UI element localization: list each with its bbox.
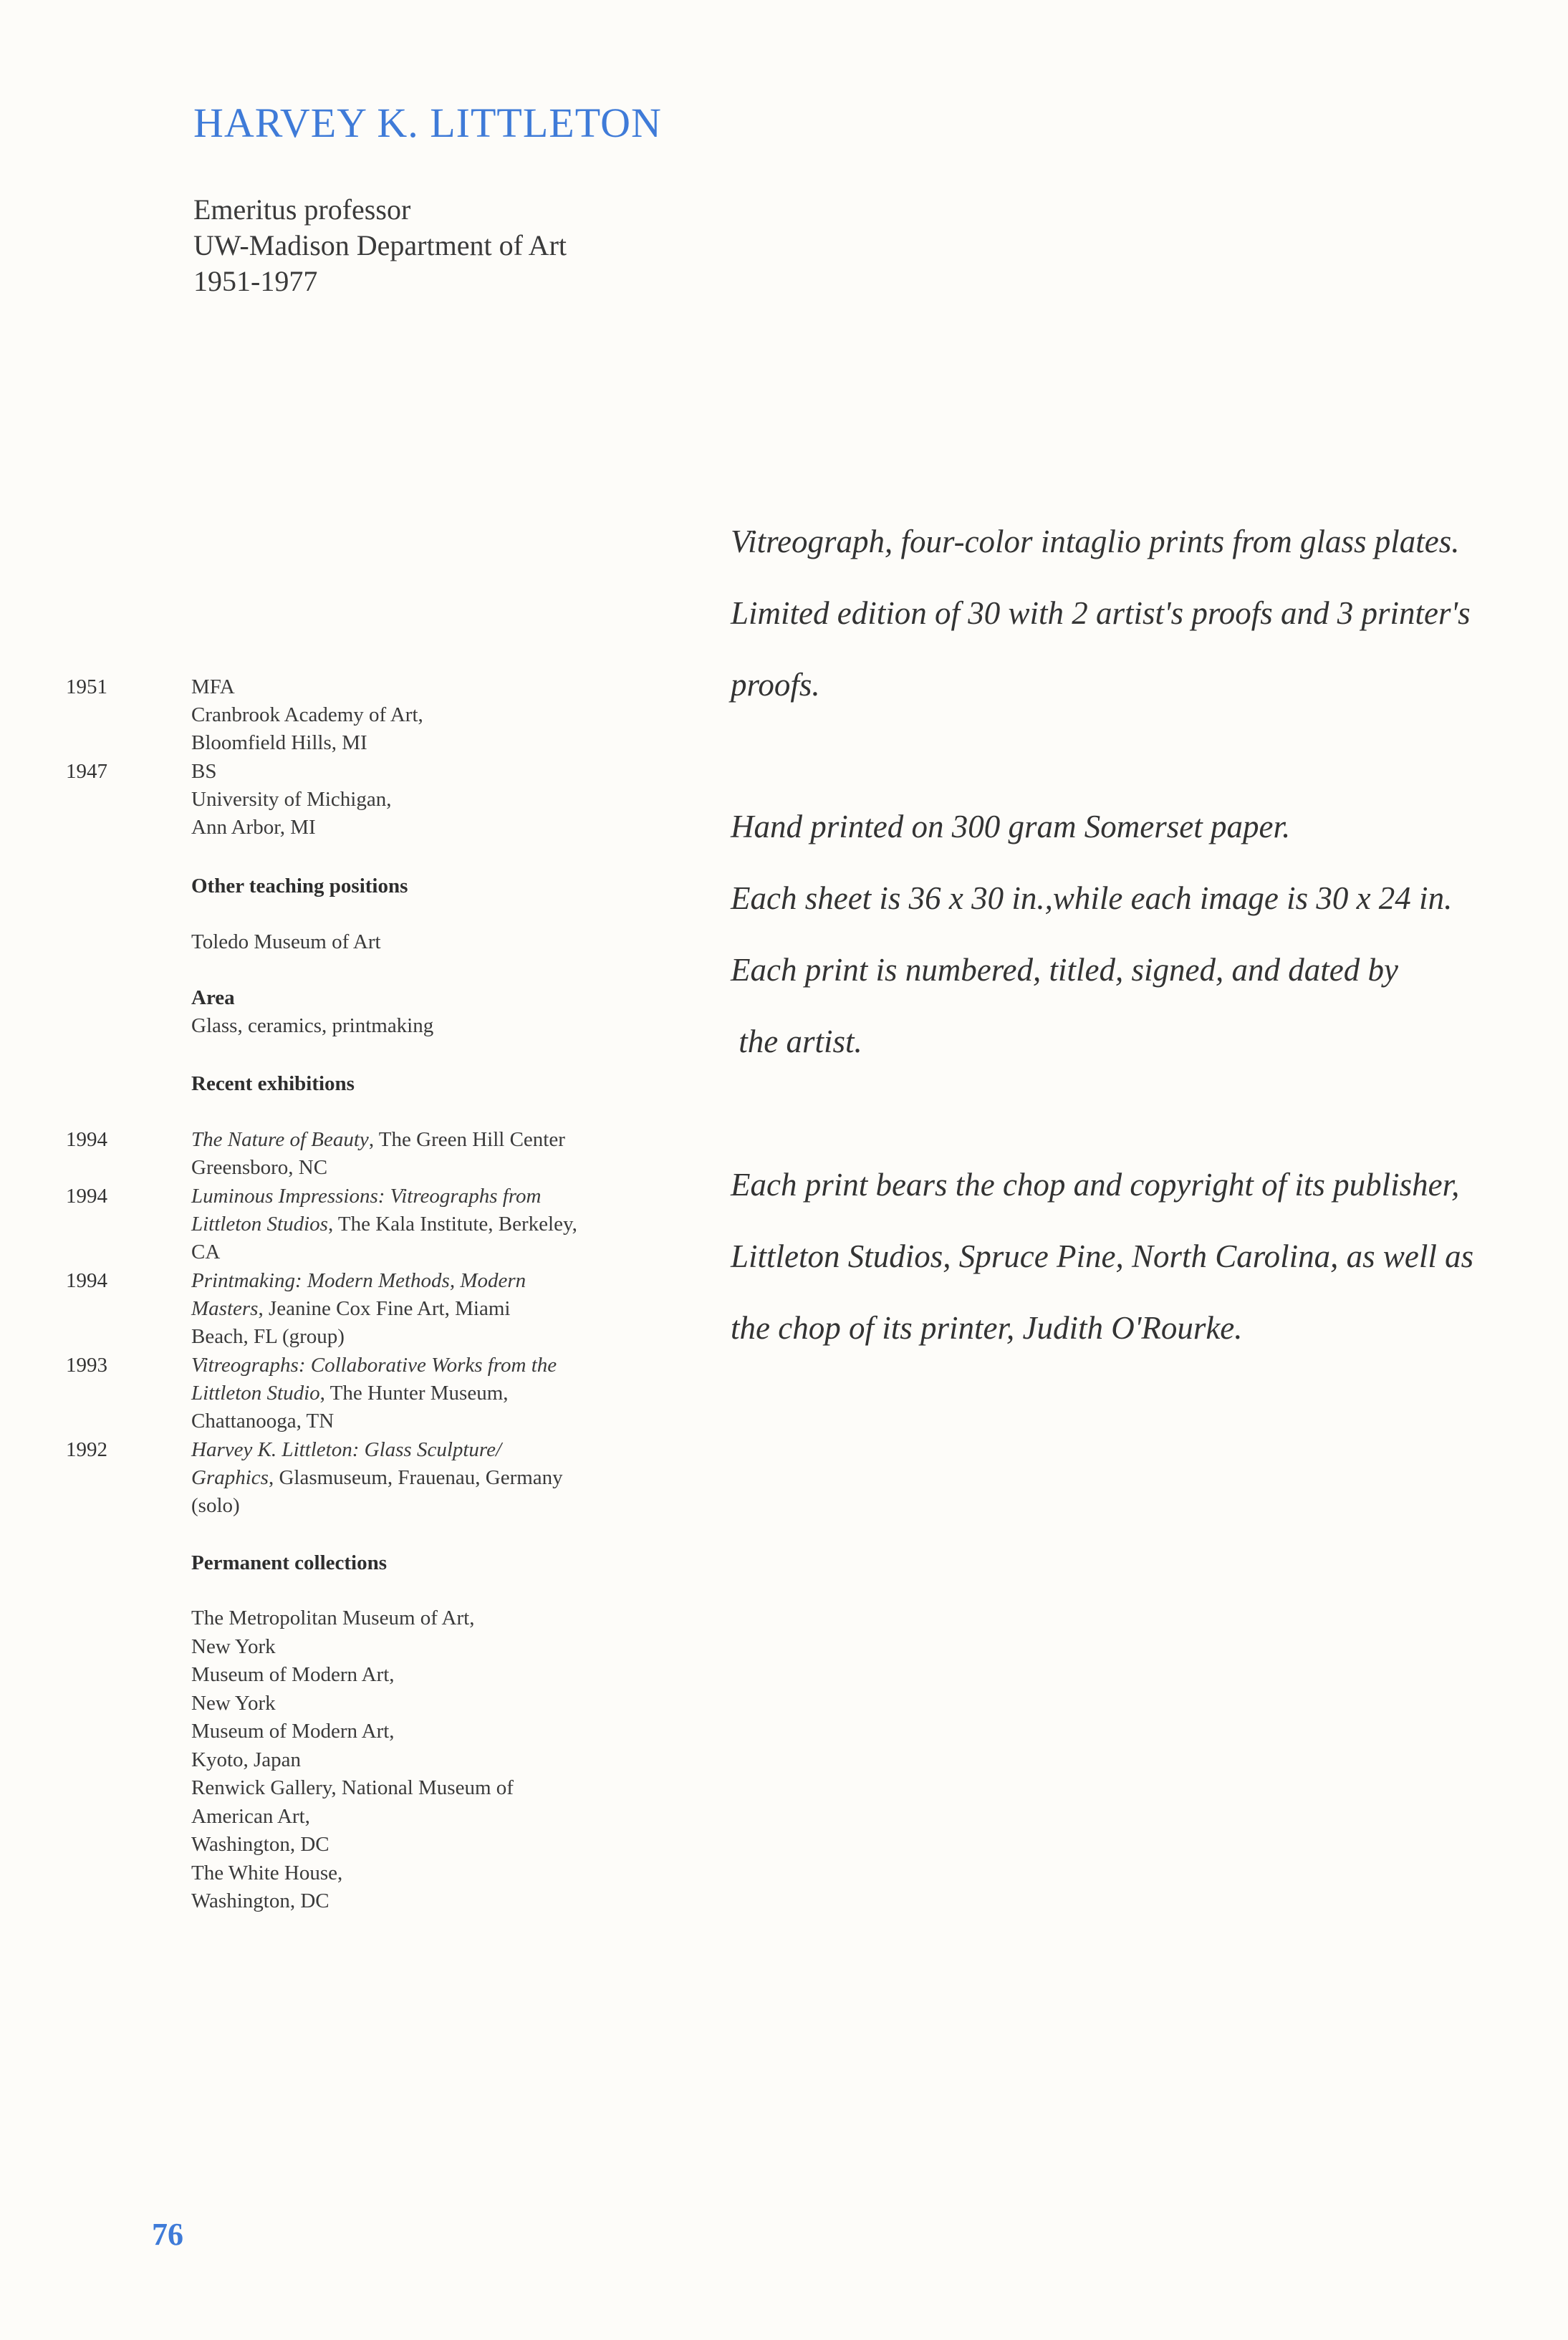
exhibition-year: 1994 xyxy=(66,1269,107,1292)
subtitle-line: Emeritus professor xyxy=(193,193,411,226)
education-year: 1947 xyxy=(66,760,107,783)
section-heading-collections: Permanent collections xyxy=(191,1551,388,1574)
description-line: proofs. xyxy=(731,667,820,703)
collection-line: New York xyxy=(191,1634,276,1658)
exhibition-title: The Nature of Beauty xyxy=(191,1128,369,1151)
education-year: 1951 xyxy=(66,675,107,698)
exhibition-entry xyxy=(191,1183,585,1266)
exhibition-venue: , Jeanine Cox Fine Art, Miami Beach, FL (group) xyxy=(191,1297,511,1348)
exhibition-venue: , The Green Hill Center Greensboro, NC xyxy=(191,1128,565,1179)
section-heading-area: Area xyxy=(191,986,235,1009)
collection-line: The White House, xyxy=(191,1861,343,1884)
collection-line: New York xyxy=(191,1691,276,1715)
description-line: Each print is numbered, titled, signed, and dated by xyxy=(731,952,1398,988)
page-title: HARVEY K. LITTLETON xyxy=(193,100,662,146)
degree: MFA xyxy=(191,675,235,698)
description-line: Littleton Studios, Spruce Pine, North Carolina, as well as xyxy=(731,1238,1474,1274)
exhibition-title: Vitreographs: Collaborative Works from the Littleton Studio xyxy=(191,1354,557,1405)
exhibition-year: 1993 xyxy=(66,1354,107,1377)
collection-line: The Metropolitan Museum of Art, xyxy=(191,1607,475,1629)
exhibition-venue: , The Kala Institute, Berkeley, CA xyxy=(191,1213,577,1263)
subtitle-line: UW-Madison Department of Art xyxy=(193,229,567,261)
section-heading-teaching: Other teaching positions xyxy=(191,875,408,897)
collection-line: Museum of Modern Art, xyxy=(191,1663,395,1686)
description-line: Limited edition of 30 with 2 artist's proofs and 3 printer's xyxy=(731,595,1471,631)
description-line: Each print bears the chop and copyright of its publisher, xyxy=(731,1167,1460,1203)
section-heading-exhibitions: Recent exhibitions xyxy=(191,1072,355,1095)
collection-line: Washington, DC xyxy=(191,1889,330,1912)
exhibition-venue: , The Hunter Museum, Chattanooga, TN xyxy=(191,1382,509,1433)
education-entry xyxy=(191,758,592,842)
education-entry xyxy=(191,673,592,757)
exhibition-year: 1994 xyxy=(66,1128,107,1151)
subtitle-line: 1951-1977 xyxy=(193,265,318,297)
exhibition-entry xyxy=(191,1352,600,1435)
exhibition-entry xyxy=(191,1267,571,1351)
area-value: Glass, ceramics, printmaking xyxy=(191,1014,434,1037)
exhibition-year: 1992 xyxy=(66,1438,107,1461)
institution: University of Michigan, xyxy=(191,788,392,811)
degree: BS xyxy=(191,760,217,783)
description-line: the chop of its printer, Judith O'Rourke. xyxy=(731,1310,1243,1346)
exhibition-title: Luminous Impressions: Vitreographs from Littleton Studios xyxy=(191,1185,542,1236)
collection-line: Renwick Gallery, National Museum of xyxy=(191,1776,514,1799)
exhibition-venue: , Glasmuseum, Frauenau, Germany (solo) xyxy=(191,1466,563,1517)
description-line: the artist. xyxy=(731,1024,862,1059)
collection-line: Washington, DC xyxy=(191,1833,330,1856)
location: Ann Arbor, MI xyxy=(191,816,316,839)
teaching-item: Toledo Museum of Art xyxy=(191,930,381,953)
description-line: Vitreograph, four-color intaglio prints from glass plates. xyxy=(731,524,1460,559)
description-line: Each sheet is 36 x 30 in.,while each image is 30 x 24 in. xyxy=(731,880,1453,916)
collection-line: Kyoto, Japan xyxy=(191,1748,302,1771)
subtitle-block xyxy=(193,192,567,299)
location: Bloomfield Hills, MI xyxy=(191,731,367,754)
collections-list xyxy=(191,1604,514,1916)
exhibition-title: Harvey K. Littleton: Glass Sculpture/ Graphics xyxy=(191,1438,502,1489)
page-number: 76 xyxy=(152,2217,183,2252)
collection-line: Museum of Modern Art, xyxy=(191,1720,395,1743)
exhibition-entry xyxy=(191,1126,571,1182)
collection-line: American Art, xyxy=(191,1804,310,1828)
exhibition-year: 1994 xyxy=(66,1185,107,1208)
description-line: Hand printed on 300 gram Somerset paper. xyxy=(731,809,1291,844)
exhibition-title: Printmaking: Modern Methods, Modern Masters xyxy=(191,1269,526,1320)
institution: Cranbrook Academy of Art, xyxy=(191,703,423,726)
exhibition-entry xyxy=(191,1436,571,1520)
